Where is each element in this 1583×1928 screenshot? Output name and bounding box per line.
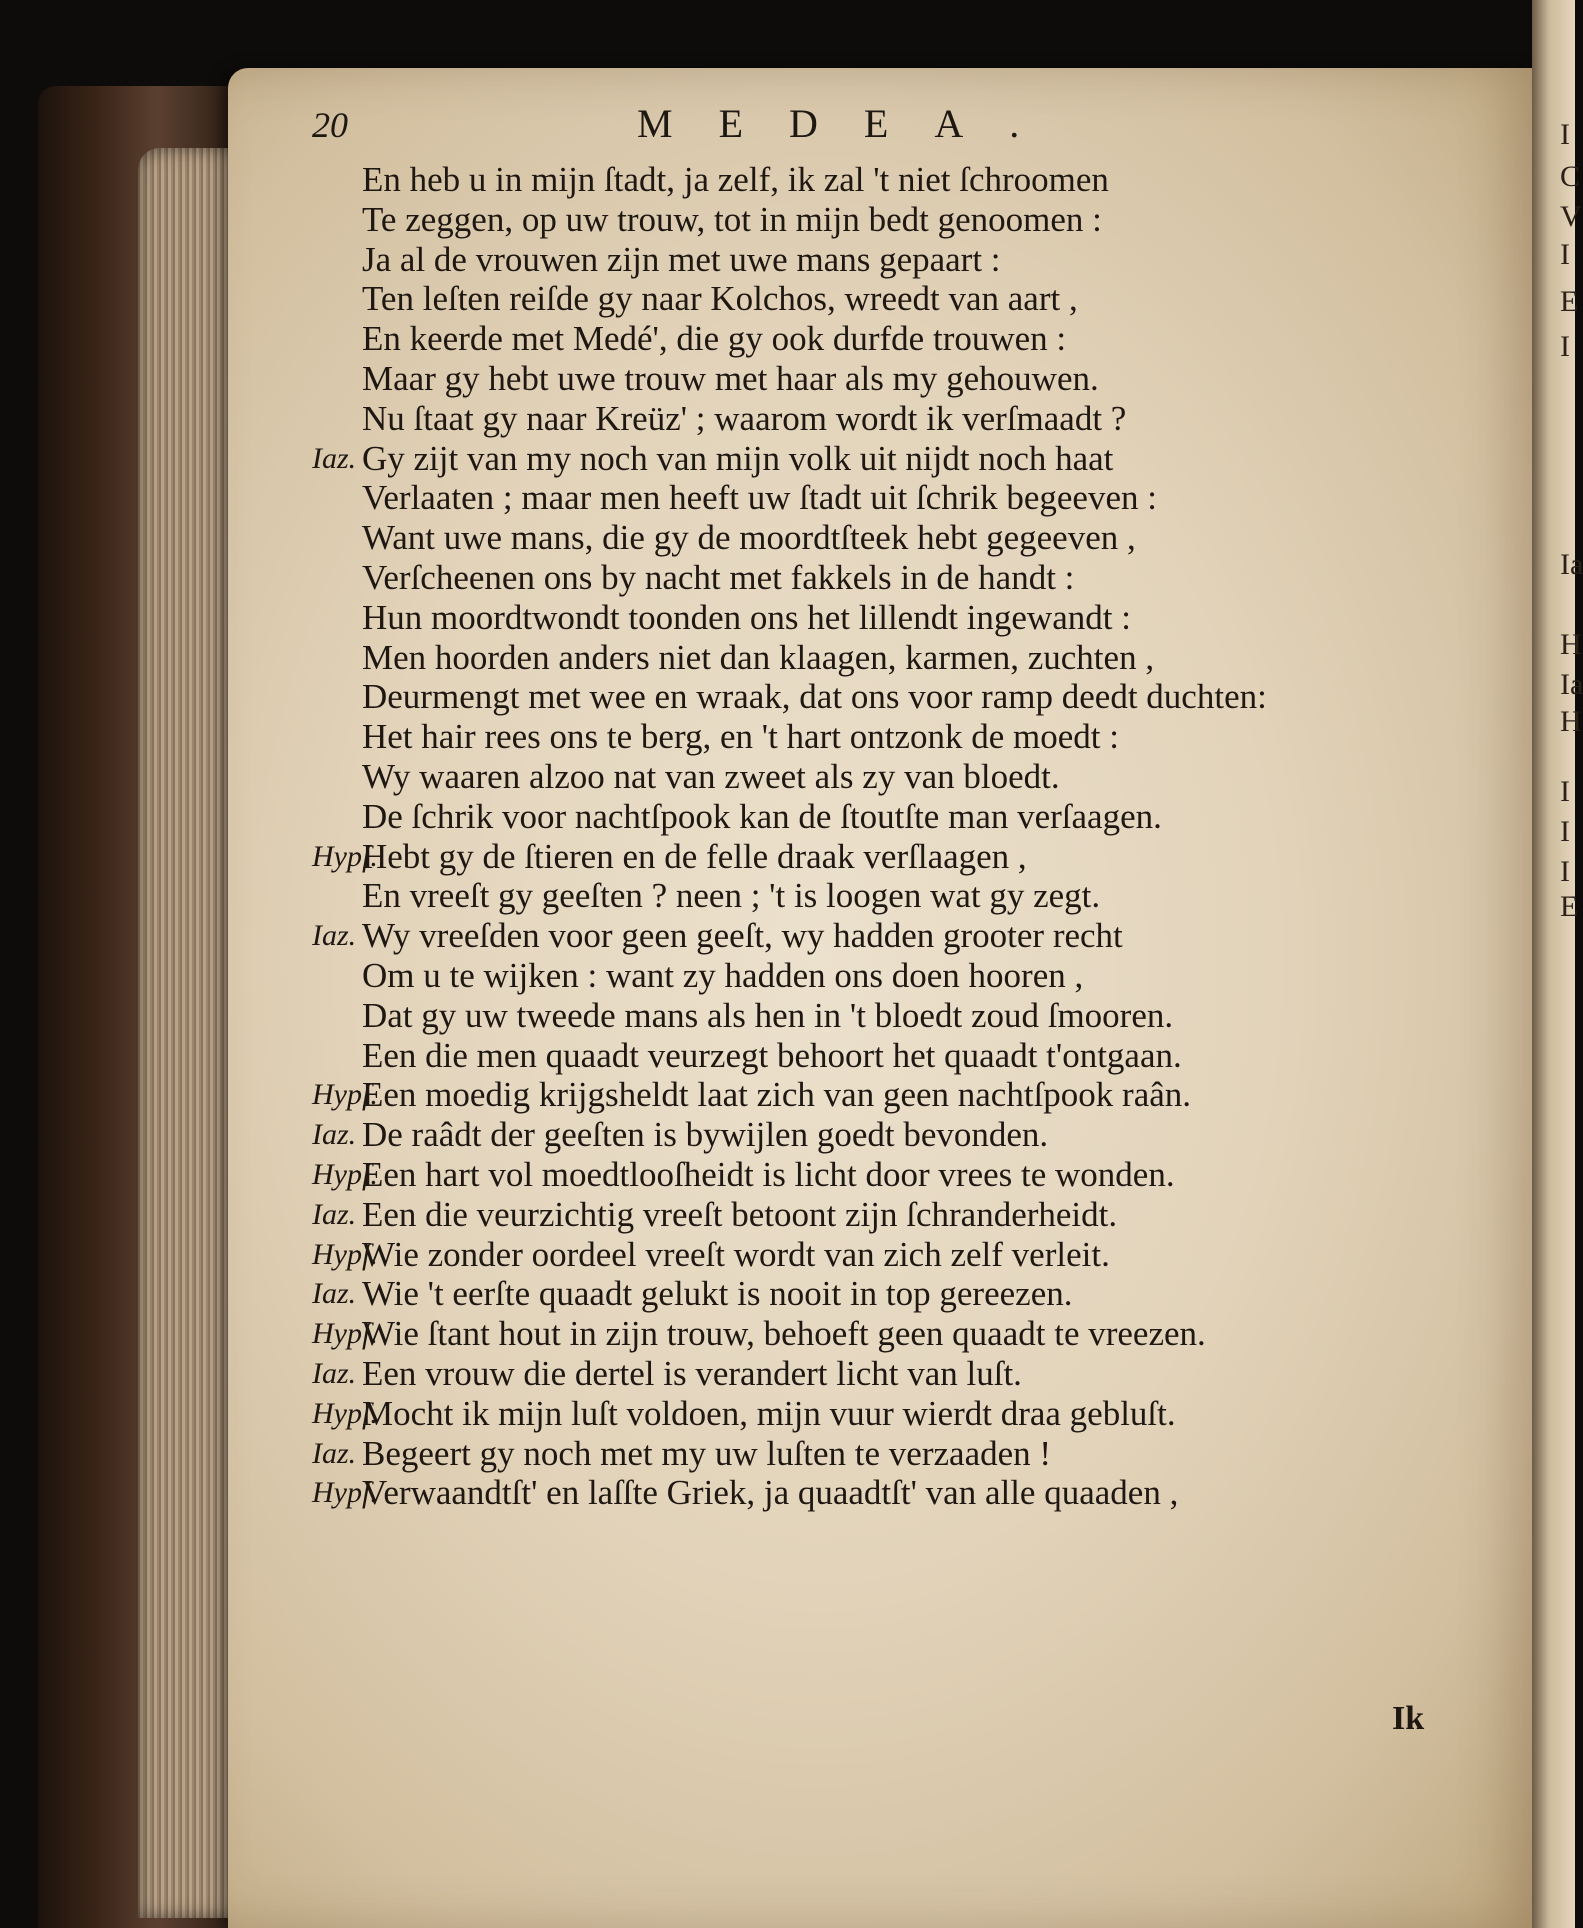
line-text: Mocht ik mijn luſt voldoen, mijn vuur wierdt draa gebluſt. (362, 1393, 1176, 1433)
line-text: Begeert gy noch met my uw luſten te verzaaden ! (362, 1433, 1052, 1473)
line-text: Verlaaten ; maar men heeft uw ſtadt uit ſchrik begeeven : (362, 478, 1157, 518)
line-text: Het hair rees ons te berg, en 't hart ontzonk de moedt : (362, 717, 1119, 757)
line-text: Wie zonder oordeel vreeſt wordt van zich zelf verleit. (362, 1234, 1110, 1274)
verse-line (312, 757, 1442, 797)
verse-line (312, 1155, 1442, 1195)
line-text: Deurmengt met wee en wraak, dat ons voor ramp deedt duchten: (362, 677, 1267, 717)
speaker-label: Hypſ. (312, 1476, 378, 1510)
verse-line (312, 638, 1442, 678)
facing-page-letter: I (1560, 775, 1570, 808)
speaker-label: Hypſ. (312, 1396, 378, 1430)
speaker-label: Iaz. (312, 1356, 357, 1390)
verse-line (312, 996, 1442, 1036)
page-title: MEDEA. (637, 101, 1066, 146)
line-text: Om u te wijken : want zy hadden ons doen hooren , (362, 955, 1084, 995)
line-text: Wie ſtant hout in zijn trouw, behoeft geen quaadt te vreezen. (362, 1314, 1206, 1354)
verse-line (312, 518, 1442, 558)
facing-page-letter: E (1560, 285, 1579, 318)
verse-line (312, 956, 1442, 996)
line-text: Verwaandtſt' en laſſte Griek, ja quaadtſt' van alle quaaden , (362, 1473, 1179, 1513)
verse-line (312, 598, 1442, 638)
speaker-label: Iaz. (312, 1436, 357, 1470)
speaker-label: Hypſ. (312, 1237, 378, 1271)
verse-line (312, 439, 1442, 479)
running-head (312, 101, 1312, 154)
verse-line (312, 319, 1442, 359)
speaker-label: Hypſ. (312, 1078, 378, 1112)
verse-line (312, 1473, 1442, 1513)
line-text: Ten leſten reiſde gy naar Kolchos, wreedt van aart , (362, 279, 1078, 319)
line-text: Hun moordtwondt toonden ons het lillendt ingewandt : (362, 597, 1131, 637)
line-text: Een die veurzichtig vreeſt betoont zijn ſchranderheidt. (362, 1194, 1118, 1234)
line-text: Een die men quaadt veurzegt behoort het quaadt t'ontgaan. (362, 1035, 1182, 1075)
line-text: Wy vreeſden voor geen geeſt, wy hadden grooter recht (362, 916, 1123, 956)
facing-page-letter: I (1560, 815, 1570, 848)
speaker-label: Iaz. (312, 919, 357, 953)
verse-line (312, 837, 1442, 877)
verse-line (312, 279, 1442, 319)
line-text: De ſchrik voor nachtſpook kan de ſtoutſte man verſaagen. (362, 796, 1162, 836)
facing-page-letter: H (1560, 628, 1582, 661)
line-text: Ja al de vrouwen zijn met uwe mans gepaart : (362, 239, 1001, 279)
verse-line (312, 478, 1442, 518)
line-text: Maar gy hebt uwe trouw met haar als my gehouwen. (362, 358, 1099, 398)
line-text: Wie 't eerſte quaadt gelukt is nooit in top gereezen. (362, 1274, 1073, 1314)
verse-line (312, 1434, 1442, 1474)
verse-line (312, 717, 1442, 757)
verse-line (312, 1036, 1442, 1076)
verse-line (312, 200, 1442, 240)
line-text: En keerde met Medé', die gy ook durfde trouwen : (362, 319, 1067, 359)
catchword: Ik (1392, 1700, 1425, 1737)
line-text: Men hoorden anders niet dan klaagen, karmen, zuchten , (362, 637, 1155, 677)
verse-line (312, 1354, 1442, 1394)
facing-page-letter: I (1560, 118, 1570, 151)
facing-page-letter: I (1560, 238, 1570, 271)
line-text: Want uwe mans, die gy de moordtſteek hebt gegeeven , (362, 518, 1136, 558)
line-text: Een hart vol moedtlooſheidt is licht door vrees te wonden. (362, 1154, 1175, 1194)
verse-line (312, 876, 1442, 916)
verse-line (312, 359, 1442, 399)
verse-line (312, 1195, 1442, 1235)
speaker-label: Iaz. (312, 1277, 357, 1311)
verse-line (312, 1115, 1442, 1155)
verse-line (312, 1394, 1442, 1434)
line-text: Gy zijt van my noch van mijn volk uit nijdt noch haat (362, 438, 1114, 478)
facing-page-letter: I (1560, 855, 1570, 888)
line-text: Een vrouw die dertel is verandert licht van luſt. (362, 1353, 1022, 1393)
line-text: Verſcheenen ons by nacht met fakkels in de handt : (362, 557, 1075, 597)
verse-line (312, 1274, 1442, 1314)
line-text: Een moedig krijgsheldt laat zich van geen nachtſpook raân. (362, 1075, 1192, 1115)
verse-line (312, 677, 1442, 717)
verse-line (312, 1235, 1442, 1275)
facing-page-letter: Ia (1560, 668, 1583, 701)
speaker-label: Hypſ. (312, 1157, 378, 1191)
line-text: En heb u in mijn ſtadt, ja zelf, ik zal 't niet ſchroomen (362, 160, 1109, 199)
page-number: 20 (312, 105, 348, 145)
speaker-label: Iaz. (312, 1197, 357, 1231)
line-text: Te zeggen, op uw trouw, tot in mijn bedt genoomen : (362, 199, 1102, 239)
verse-text (312, 160, 1442, 1513)
line-text: Hebt gy de ſtieren en de felle draak verſlaagen , (362, 836, 1027, 876)
line-text: Dat gy uw tweede mans als hen in 't bloedt zoud ſmooren. (362, 995, 1174, 1035)
speaker-label: Hypſ. (312, 1317, 378, 1351)
verse-line (312, 160, 1442, 200)
facing-page-letter: V (1560, 200, 1582, 233)
facing-page-letter: H (1560, 705, 1582, 738)
speaker-label: Iaz. (312, 1118, 357, 1152)
speaker-label: Hypſ. (312, 839, 378, 873)
facing-page-letter: C (1560, 160, 1581, 193)
verse-line (312, 797, 1442, 837)
verse-line (312, 240, 1442, 280)
line-text: Wy waaren alzoo nat van zweet als zy van bloedt. (362, 756, 1060, 796)
facing-page-letter: E (1560, 890, 1579, 923)
speaker-label: Iaz. (312, 441, 357, 475)
verse-line (312, 1075, 1442, 1115)
line-text: Nu ſtaat gy naar Kreüz' ; waarom wordt ik verſmaadt ? (362, 398, 1127, 438)
verse-line (312, 1314, 1442, 1354)
facing-page-letter: Ia (1560, 548, 1583, 581)
line-text: De raâdt der geeſten is bywijlen goedt bevonden. (362, 1115, 1049, 1155)
verse-line (312, 558, 1442, 598)
verse-line (312, 916, 1442, 956)
facing-page-letter: I (1560, 330, 1570, 363)
verse-line (312, 399, 1442, 439)
line-text: En vreeſt gy geeſten ? neen ; 't is loogen wat gy zegt. (362, 876, 1101, 916)
